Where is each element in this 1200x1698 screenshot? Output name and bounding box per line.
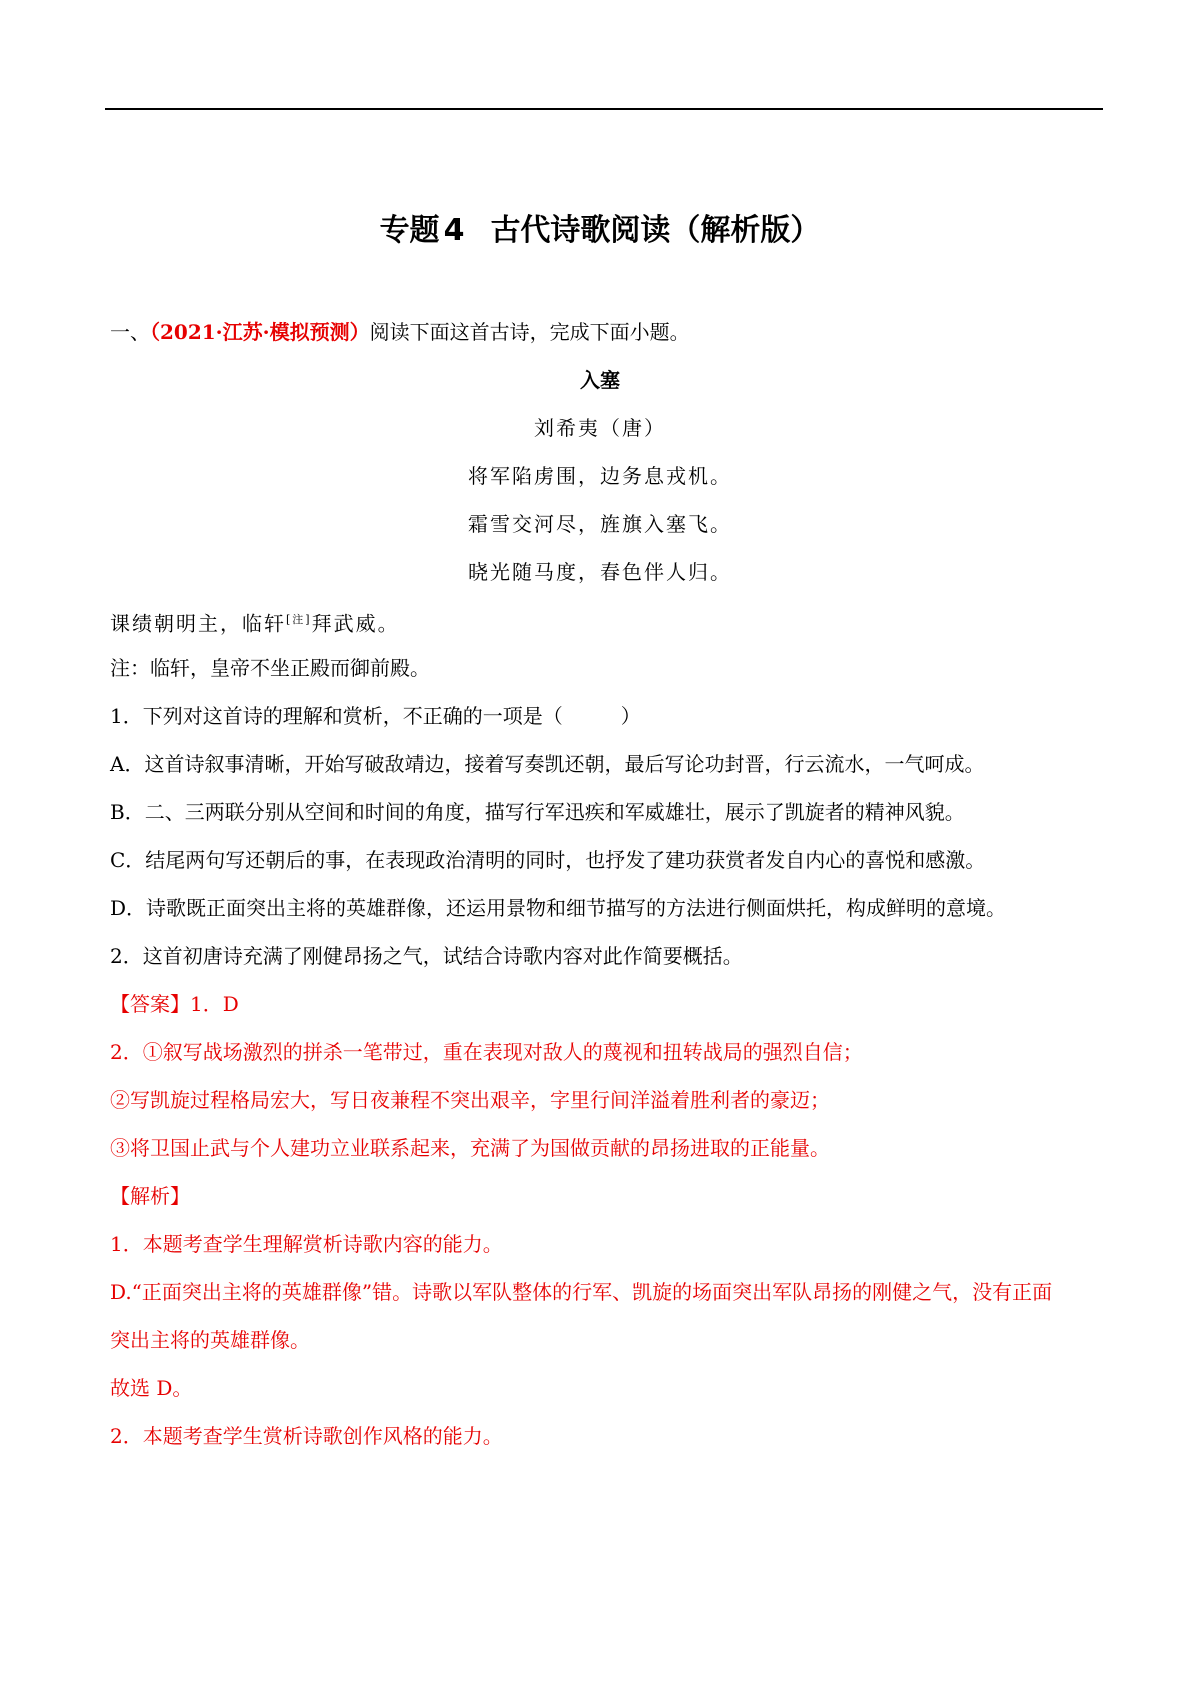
section-source: （2021·江苏·模拟预测） <box>150 320 370 344</box>
analysis-label: 【解析】 <box>110 1184 190 1208</box>
question-1-close: ） <box>620 704 641 728</box>
poem-line-4 <box>110 606 400 638</box>
title-prefix: 专题 <box>379 213 440 248</box>
poem-note: 注：临轩，皇帝不坐正殿而御前殿。 <box>110 656 430 680</box>
answer-q2-line-3: ③将卫国止武与个人建功立业联系起来，充满了为国做贡献的昂扬进取的正能量。 <box>110 1136 830 1160</box>
question-2-stem: 2．这首初唐诗充满了刚健昂扬之气，试结合诗歌内容对此作简要概括。 <box>110 944 743 968</box>
title-text: 古代诗歌阅读（解析版） <box>490 213 821 248</box>
question-1-text: 1．下列对这首诗的理解和赏析，不正确的一项是（ <box>110 704 563 728</box>
poem-footnote-marker: [注] <box>286 613 312 626</box>
answer-q1: 1．D <box>190 992 239 1016</box>
option-d: D．诗歌既正面突出主将的英雄群像，还运用景物和细节描写的方法进行侧面烘托，构成鲜明的意境。 <box>110 896 1007 920</box>
section-instruction: 阅读下面这首古诗，完成下面小题。 <box>369 320 690 344</box>
analysis-line-2: D.“正面突出主将的英雄群像”错。诗歌以军队整体的行军、凯旋的场面突出军队昂扬的刚健之气，没有正面 <box>110 1280 1053 1304</box>
answer-heading <box>110 990 239 1018</box>
poem-line-4-pre: 课绩朝明主，临轩 <box>110 611 286 636</box>
analysis-line-3: 突出主将的英雄群像。 <box>110 1328 310 1352</box>
analysis-line-5: 2．本题考查学生赏析诗歌创作风格的能力。 <box>110 1424 503 1448</box>
answer-q2-line-1: 2．①叙写战场激烈的拼杀一笔带过，重在表现对敌人的蔑视和扭转战局的强烈自信； <box>110 1040 863 1064</box>
option-b: B．二、三两联分别从空间和时间的角度，描写行军迅疾和军威雄壮，展示了凯旋者的精神风貌。 <box>110 800 965 824</box>
analysis-line-4: 故选 D。 <box>110 1376 193 1400</box>
question-1-stem <box>110 702 641 730</box>
answer-q2-line-2: ②写凯旋过程格局宏大，写日夜兼程不突出艰辛，字里行间洋溢着胜利者的豪迈； <box>110 1088 830 1112</box>
answer-label: 【答案】 <box>110 992 190 1016</box>
poem-line-2: 霜雪交河尽，旌旗入塞飞。 <box>468 512 732 536</box>
header-rule <box>105 108 1103 110</box>
title-number: 4 <box>443 213 465 248</box>
section-index: 一、 <box>110 320 150 344</box>
section-heading <box>110 318 690 346</box>
poem-line-1: 将军陷虏围，边务息戎机。 <box>468 464 732 488</box>
page-title <box>0 205 1200 249</box>
option-a: A．这首诗叙事清晰，开始写破敌靖边，接着写奏凯还朝，最后写论功封晋，行云流水，一气呵成。 <box>110 752 985 776</box>
poem-title: 入塞 <box>580 368 620 392</box>
poem-author: 刘希夷（唐） <box>534 416 666 440</box>
poem-line-3: 晓光随马度，春色伴人归。 <box>468 560 732 584</box>
option-c: C．结尾两句写还朝后的事，在表现政治清明的同时，也抒发了建功获赏者发自内心的喜悦和感激。 <box>110 848 986 872</box>
poem-line-4-post: 拜武威。 <box>311 611 400 636</box>
analysis-line-1: 1．本题考查学生理解赏析诗歌内容的能力。 <box>110 1232 503 1256</box>
